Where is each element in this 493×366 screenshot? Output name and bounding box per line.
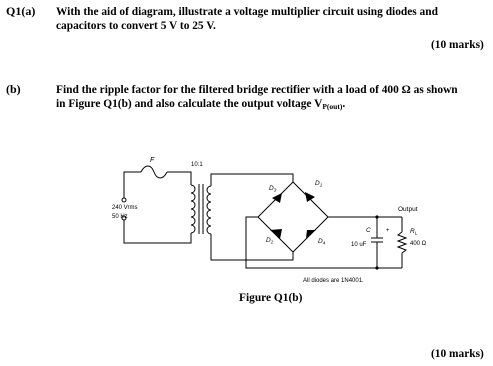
fuse-right-wire [167, 172, 191, 185]
junction-dot [375, 266, 378, 269]
question-1b-line-1: Find the ripple factor for the filtered bridge rectifier with a load of 400 Ω as shown [56, 84, 458, 96]
source-frequency-label: 50 Hz [112, 214, 128, 220]
fuse-symbol [141, 166, 167, 178]
d1-label: $D_1$ [315, 180, 323, 188]
d4-label: $D_4$ [318, 238, 326, 246]
capacitor-label: C [366, 227, 371, 234]
output-label: Output [398, 206, 418, 213]
capacitor-value-label: 10 uF [351, 242, 367, 248]
primary-coil [191, 185, 195, 233]
secondary-top-wire [211, 174, 293, 186]
source-bottom-wire [124, 218, 191, 243]
load-resistor-label: $R_L$ [410, 228, 418, 236]
diode-d2-symbol [270, 229, 282, 239]
source-top-wire [124, 172, 141, 200]
junction-dot [375, 215, 378, 218]
secondary-coil [207, 186, 211, 234]
transformer-ratio-label: 10:1 [191, 162, 203, 168]
question-number-1b: (b) [6, 82, 21, 96]
fuse-label: F [150, 157, 155, 164]
question-number-1a: Q1(a) [6, 4, 36, 18]
bridge-edge-d4 [293, 217, 328, 252]
load-resistor-value: 400 Ω [410, 241, 427, 247]
marks-1a: (10 marks) [431, 39, 484, 51]
capacitor-plus-sign: + [386, 228, 390, 234]
diode-d1-symbol [305, 192, 315, 202]
diodes-note: All diodes are 1N4001. [303, 278, 364, 284]
question-1a-line-1: With the aid of diagram, illustrate a voltage multiplier circuit using diodes and [56, 6, 438, 18]
secondary-bottom-wire [211, 234, 293, 260]
marks-1b: (10 marks) [431, 348, 484, 360]
source-voltage-label: 240 Vrms [112, 205, 138, 211]
d3-label: $D_3$ [269, 185, 277, 193]
question-1b-line-2-suffix: . [342, 98, 346, 110]
question-1b-line-2-text: in Figure Q1(b) and also calculate the output voltage V [56, 98, 323, 110]
d2-label: $D_2$ [266, 237, 274, 245]
voltage-subscript: P(out) [322, 102, 343, 111]
source-terminal-top [122, 198, 126, 202]
load-resistor-symbol [398, 232, 406, 253]
question-1a-line-2: capacitors to convert 5 V to 25 V. [56, 20, 216, 32]
figure-caption: Figure Q1(b) [239, 292, 303, 304]
